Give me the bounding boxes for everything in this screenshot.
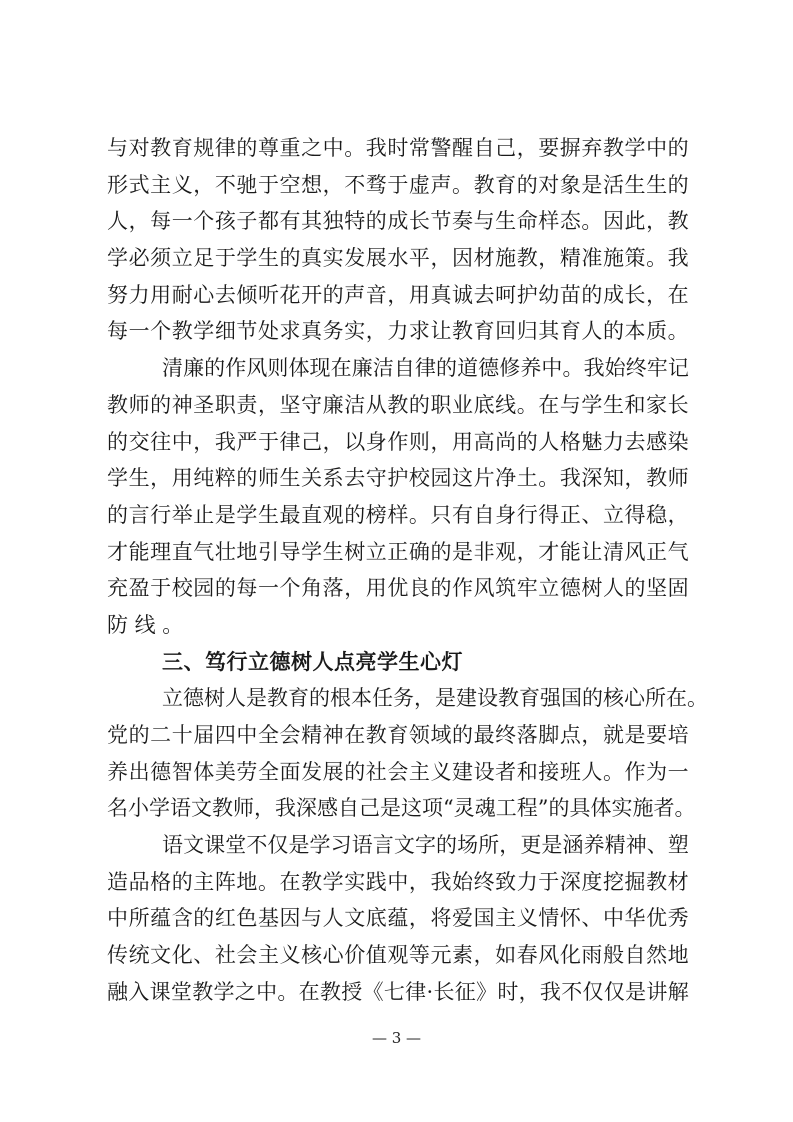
text-line: 传 统 文 化 、 社 会 主 义 核 心 价 值 观 等 元 素 ， 如 春 风 化 雨 般 自 然 地: [107, 943, 689, 968]
text-line: 学 必 须 立 足 于 学 生 的 真 实 发 展 水 平 ， 因 材 施 教 ， 精 准 施 策 。 我: [107, 246, 689, 271]
text-line: 养 出 德 智 体 美 劳 全 面 发 展 的 社 会 主 义 建 设 者 和 接 班 人 。 作 为 一: [107, 759, 689, 784]
text-line: 每 一 个 教 学 细 节 处 求 真 务 实 ， 力 求 让 教 育 回 归 其 育 人 的 本 质 。: [107, 319, 689, 344]
text-line: 名 小 学 语 文 教 师 ， 我 深 感 自 己 是 这 项 “ 灵 魂 工 程 ” 的 具 体 实 施 者 。: [107, 796, 696, 821]
text-line: 与 对 教 育 规 律 的 尊 重 之 中 。 我 时 常 警 醒 自 己 ， 要 摒 弃 教 学 中 的: [107, 136, 689, 160]
text-line: 形 式 主 义 ， 不 驰 于 空 想 ， 不 骛 于 虚 声 。 教 育 的 对 象 是 活 生 生 的: [107, 172, 689, 197]
text-line: 造 品 格 的 主 阵 地 。 在 教 学 实 践 中 ， 我 始 终 致 力 于 深 度 挖 掘 教 材: [107, 869, 689, 894]
text-line: 清 廉 的 作 风 则 体 现 在 廉 洁 自 律 的 道 德 修 养 中 。 我 始 终 牢 记: [162, 356, 689, 381]
text-line: 努 力 用 耐 心 去 倾 听 花 开 的 声 音 ， 用 真 诚 去 呵 护 幼 苗 的 成 长 ， 在: [107, 282, 689, 307]
text-line: 人 ， 每 一 个 孩 子 都 有 其 独 特 的 成 长 节 奏 与 生 命 样 态 。 因 此 ， 教: [107, 209, 689, 234]
text-line: 的 言 行 举 止 是 学 生 最 直 观 的 榜 样 。 只 有 自 身 行 得 正 、 立 得 稳 ，: [107, 502, 689, 527]
text-line: 教 师 的 神 圣 职 责 ， 坚 守 廉 洁 从 教 的 职 业 底 线 。 在 与 学 生 和 家 长: [107, 392, 689, 417]
text-line: 才 能 理 直 气 壮 地 引 导 学 生 树 立 正 确 的 是 非 观 ， 才 能 让 清 风 正 气: [107, 539, 689, 564]
text-line: 党 的 二 十 届 四 中 全 会 精 神 在 教 育 领 域 的 最 终 落 脚 点 ， 就 是 要 培: [107, 723, 689, 747]
text-line: 中 所 蕴 含 的 红 色 基 因 与 人 文 底 蕴 ， 将 爱 国 主 义 情 怀 、 中 华 优 秀: [107, 906, 689, 931]
page-number: — 3 —: [371, 1029, 422, 1047]
text-line: 的 交 往 中 ， 我 严 于 律 己 ， 以 身 作 则 ， 用 高 尚 的 人 格 魅 力 去 感 染: [107, 429, 689, 454]
body-text: [107, 130, 708, 1011]
text-line: 融 入 课 堂 教 学 之 中 。 在 教 授 《 七 律 · 长 征 》 时 ， 我 不 仅 仅 是 讲 解: [107, 979, 689, 1004]
section-heading: 三、笃行立德树人点亮学生心灯: [162, 649, 463, 674]
text-line: 立 德 树 人 是 教 育 的 根 本 任 务 ， 是 建 设 教 育 强 国 的 核 心 所 在 。: [162, 686, 708, 711]
text-line: 防线。: [107, 612, 190, 637]
text-line: 充 盈 于 校 园 的 每 一 个 角 落 ， 用 优 良 的 作 风 筑 牢 立 德 树 人 的 坚 固: [107, 576, 689, 601]
text-line: 学 生 ， 用 纯 粹 的 师 生 关 系 去 守 护 校 园 这 片 净 土 。 我 深 知 ， 教 师: [107, 466, 689, 491]
text-line: 语 文 课 堂 不 仅 是 学 习 语 言 文 字 的 场 所 ， 更 是 涵 养 精 神 、 塑: [162, 833, 689, 858]
